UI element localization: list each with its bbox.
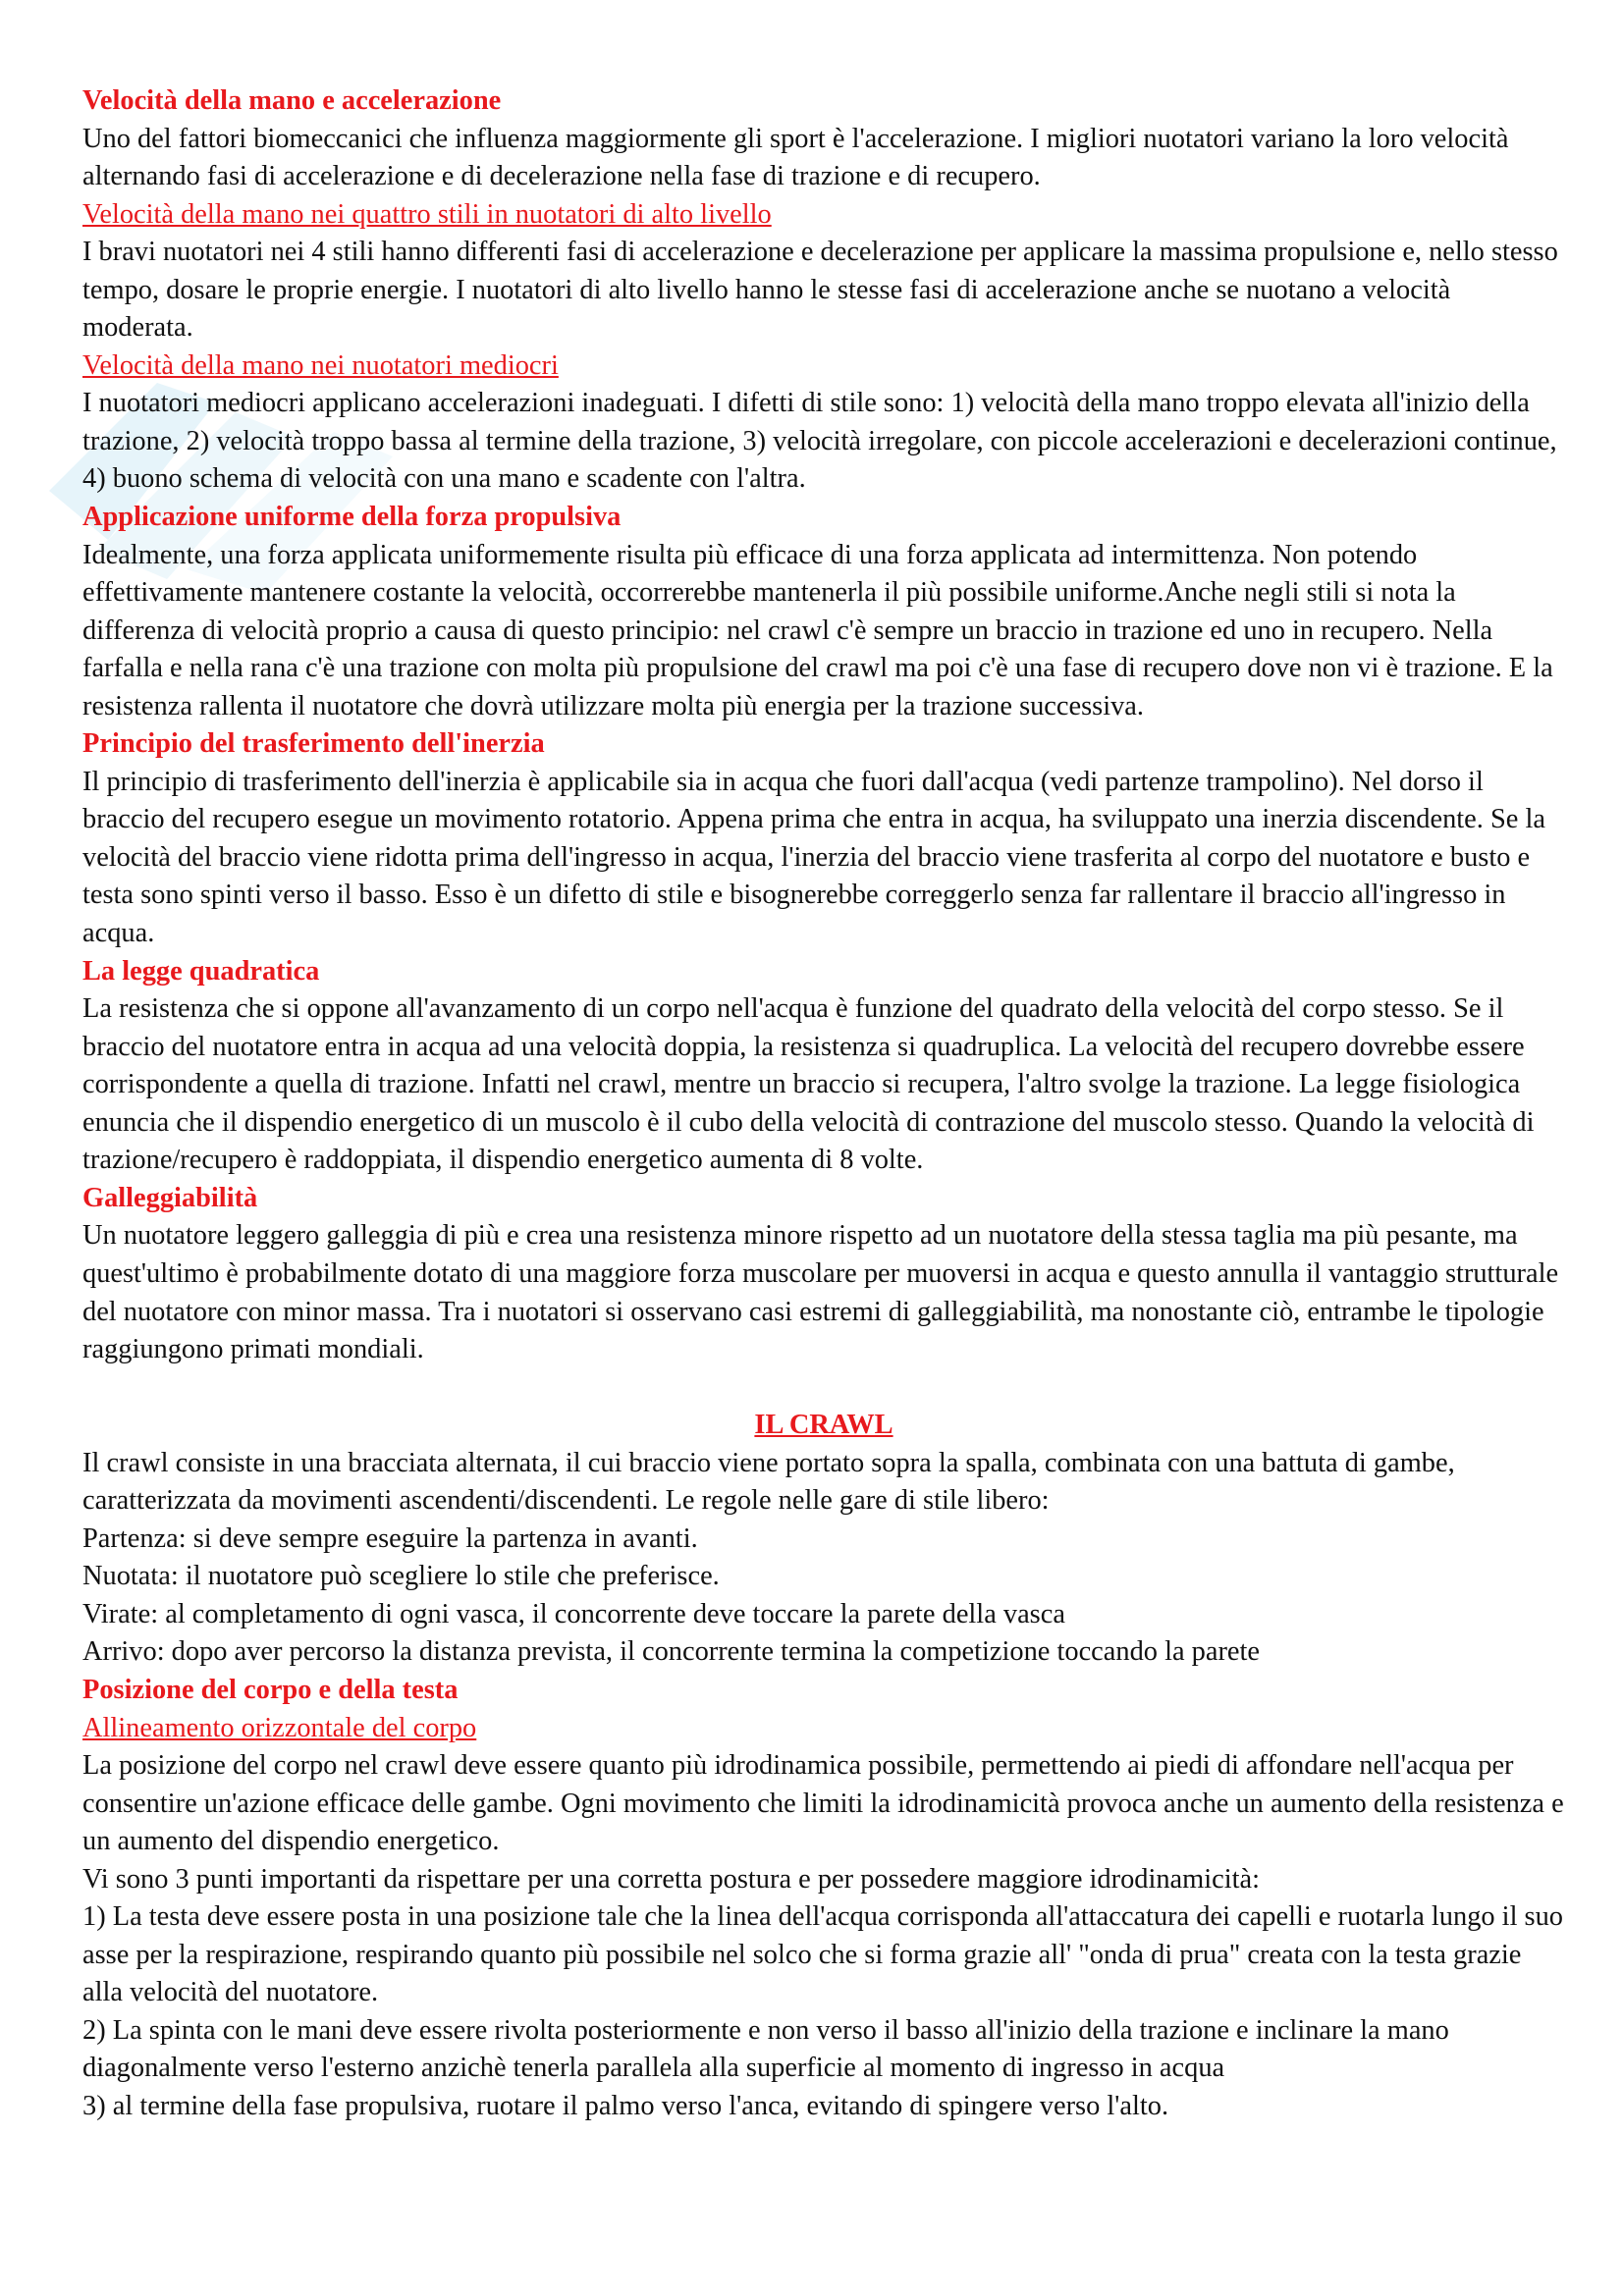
subheading-allineamento: Allineamento orizzontale del corpo xyxy=(82,1712,477,1743)
heading-inerzia: Principio del trasferimento dell'inerzia xyxy=(82,728,545,760)
paragraph: Un nuotatore leggero galleggia di più e crea una resistenza minore rispetto ad un nuotatore della stessa taglia ma più pesante, ma quest'ultimo è probabilmente dotato di una maggiore forza muscolare per muoversi in acqua e questo annulla il vantaggio strutturale del nuotatore con minor massa. Tra i nuotatori si osservano casi estremi di galleggiabilità, ma nonostante ciò, entrambe le tipologie raggiungono primati mondiali. xyxy=(82,1220,1559,1365)
subheading-alto-livello: Velocità della mano nei quattro stili in nuotatori di alto livello xyxy=(82,198,772,230)
list-item: 1) La testa deve essere posta in una posizione tale che la linea dell'acqua corrisponda all'attaccatura dei capelli e ruotarla lungo il suo asse per la respirazione, respirando quanto più possibile nel solco che si forma grazie all' "onda di prua" creata con la testa grazie alla velocità del nuotatore. xyxy=(82,1901,1563,2008)
paragraph: Uno del fattori biomeccanici che influenza maggiormente gli sport è l'accelerazione. I migliori nuotatori variano la loro velocità alternando fasi di accelerazione e di decelerazione nella fase di trazione e di recupero. xyxy=(82,123,1509,192)
heading-galleggiabilita: Galleggiabilità xyxy=(82,1182,258,1213)
paragraph: I nuotatori mediocri applicano accelerazioni inadeguati. I difetti di stile sono: 1) velocità della mano troppo elevata all'inizio della trazione, 2) velocità troppo bassa al termine della trazione, 3) velocità irregolare, con piccole accelerazioni e decelerazioni continue, 4) buono schema di velocità con una mano e scadente con l'altra. xyxy=(82,388,1557,495)
section-title-crawl: IL CRAWL xyxy=(754,1410,893,1441)
spacer xyxy=(82,1369,1565,1408)
heading-legge-quadratica: La legge quadratica xyxy=(82,955,320,987)
document-body xyxy=(82,82,1565,2126)
heading-forza-propulsiva: Applicazione uniforme della forza propulsiva xyxy=(82,502,622,533)
rule-partenza: Partenza: si deve sempre eseguire la partenza in avanti. xyxy=(82,1522,698,1554)
paragraph: Vi sono 3 punti importanti da rispettare per una corretta postura e per possedere maggiore idrodinamicità: xyxy=(82,1863,1260,1895)
rule-nuotata: Nuotata: il nuotatore può scegliere lo stile che preferisce. xyxy=(82,1561,720,1592)
heading-velocita-mano: Velocità della mano e accelerazione xyxy=(82,85,502,116)
paragraph: La resistenza che si oppone all'avanzamento di un corpo nell'acqua è funzione del quadrato della velocità del corpo stesso. Se il braccio del nuotatore entra in acqua ad una velocità doppia, la resistenza si quadruplica. La velocità del recupero dovrebbe essere corrispondente a quella di trazione. Infatti nel crawl, mentre un braccio si recupera, l'altro svolge la trazione. La legge fisiologica enuncia che il dispendio energetico di un muscolo è il cubo della velocità di contrazione del muscolo stesso. Quando la velocità di trazione/recupero è raddoppiata, il dispendio energetico aumenta di 8 volte. xyxy=(82,993,1535,1176)
paragraph: Il principio di trasferimento dell'inerzia è applicabile sia in acqua che fuori dall'acqua (vedi partenze trampolino). Nel dorso il braccio del recupero esegue un movimento rotatorio. Appena prima che entra in acqua, ha sviluppato una inerzia discendente. Se la velocità del braccio viene ridotta prima dell'ingresso in acqua, l'inerzia del braccio viene trasferita al corpo del nuotatore e busto e testa sono spinti verso il basso. Esso è un difetto di stile e bisognerebbe correggerlo senza far rallentare il braccio all'ingresso in acqua. xyxy=(82,766,1545,949)
rule-arrivo: Arrivo: dopo aver percorso la distanza prevista, il concorrente termina la competizione toccando la parete xyxy=(82,1636,1260,1668)
paragraph: La posizione del corpo nel crawl deve essere quanto più idrodinamica possibile, permettendo ai piedi di affondare nell'acqua per consentire un'azione efficace delle gambe. Ogni movimento che limiti la idrodinamicità provoca anche un aumento della resistenza e un aumento del dispendio energetico. xyxy=(82,1750,1564,1857)
rule-virate: Virate: al completamento di ogni vasca, il concorrente deve toccare la parete della vasca xyxy=(82,1598,1065,1629)
paragraph: Il crawl consiste in una bracciata alternata, il cui braccio viene portato sopra la spalla, combinata con una battuta di gambe, caratterizzata da movimenti ascendenti/discendenti. Le regole nelle gare di stile libero: xyxy=(82,1447,1455,1517)
heading-posizione-corpo: Posizione del corpo e della testa xyxy=(82,1674,459,1705)
list-item: 2) La spinta con le mani deve essere rivolta posteriormente e non verso il basso all'inizio della trazione e inclinare la mano diagonalmente verso l'esterno anzichè tenerla parallela alla superficie al momento di ingresso in acqua xyxy=(82,2014,1449,2084)
paragraph: I bravi nuotatori nei 4 stili hanno differenti fasi di accelerazione e decelerazione per applicare la massima propulsione e, nello stesso tempo, dosare le proprie energie. I nuotatori di alto livello hanno le stesse fasi di accelerazione anche se nuotano a velocità moderata. xyxy=(82,237,1558,344)
list-item: 3) al termine della fase propulsiva, ruotare il palmo verso l'anca, evitando di spingere verso l'alto. xyxy=(82,2090,1169,2121)
subheading-mediocri: Velocità della mano nei nuotatori mediocri xyxy=(82,349,559,381)
paragraph: Idealmente, una forza applicata uniformemente risulta più efficace di una forza applicata ad intermittenza. Non potendo effettivamente mantenere costante la velocità, occorrerebbe mantenerla il più possibile uniforme.Anche negli stili si nota la differenza di velocità proprio a causa di questo principio: nel crawl c'è sempre un braccio in trazione ed uno in recupero. Nella farfalla e nella rana c'è una trazione con molta più propulsione del crawl ma poi c'è una fase di recupero dove non vi è trazione. E la resistenza rallenta il nuotatore che dovrà utilizzare molta più energia per la trazione successiva. xyxy=(82,539,1553,721)
